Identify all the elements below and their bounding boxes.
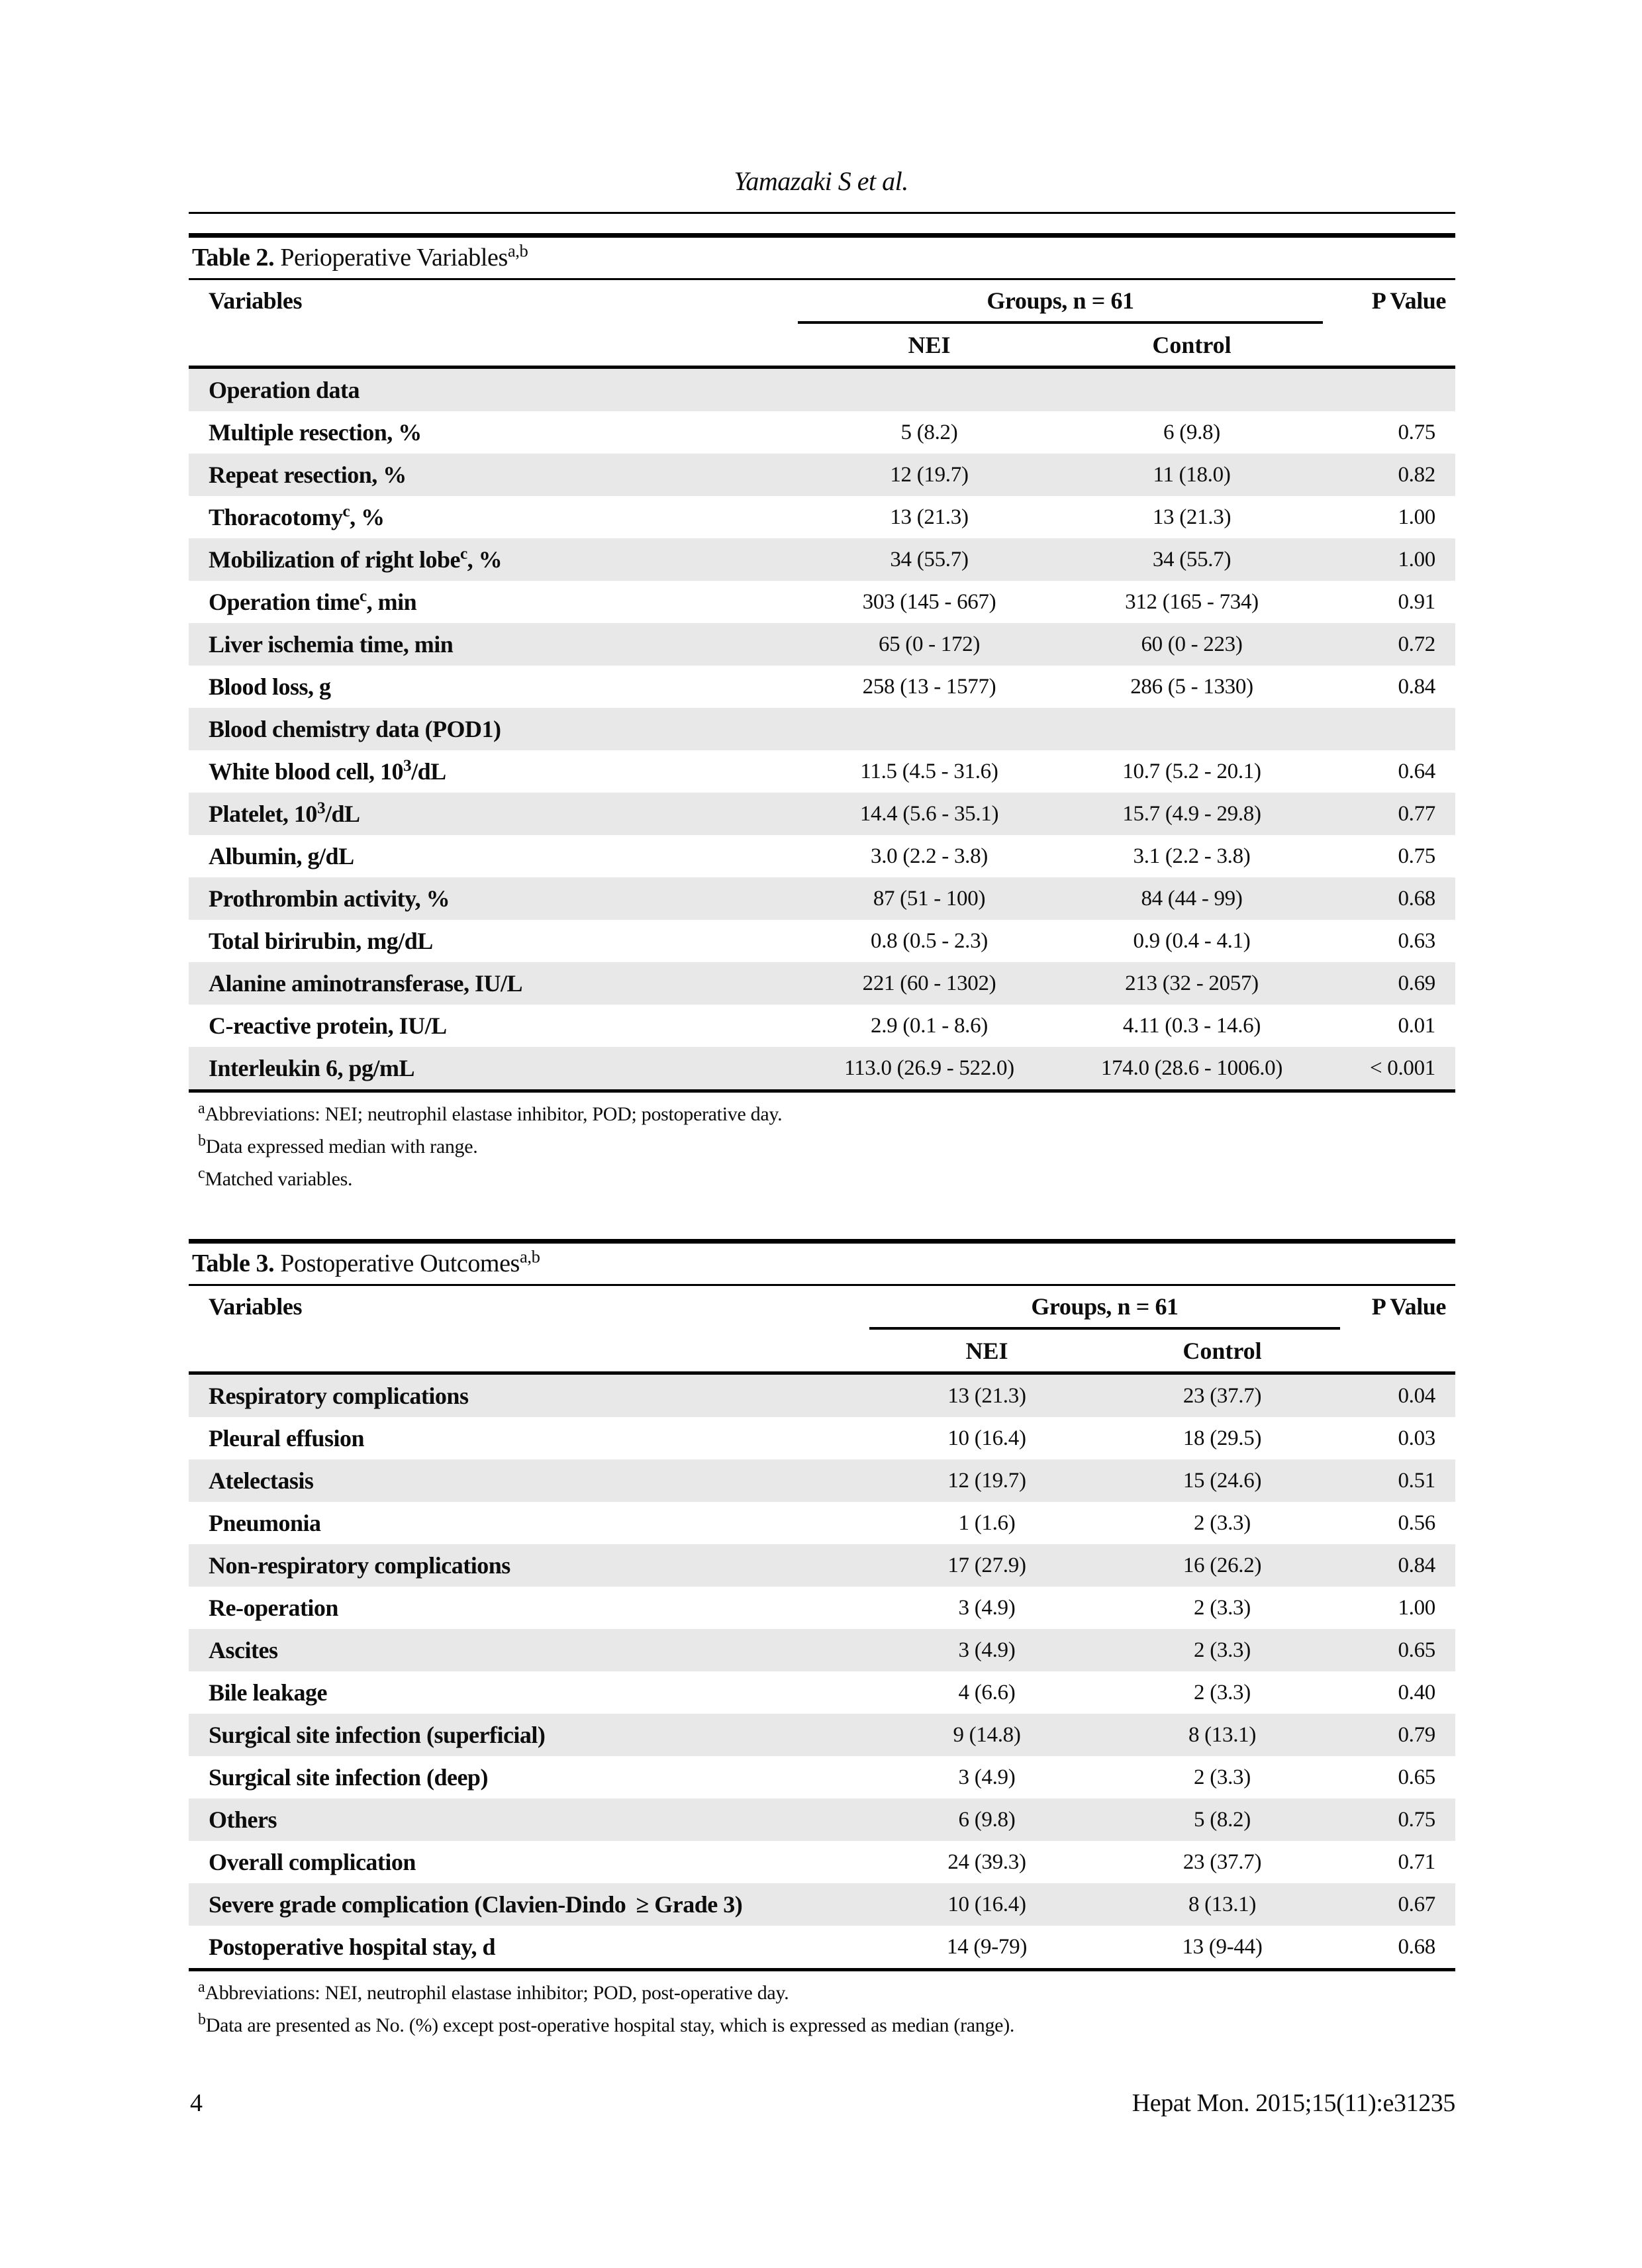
row-label-text: Postoperative hospital stay, d: [209, 1934, 496, 1960]
cell-control: 84 (44 - 99): [1141, 886, 1243, 911]
row-label-text: Respiratory complications: [209, 1383, 469, 1409]
column-header-groups: Groups, n = 61: [1031, 1293, 1179, 1320]
cell-control: 2 (3.3): [1194, 1595, 1251, 1620]
cell-nei: 303 (145 - 667): [862, 589, 996, 614]
column-header-control: Control: [1152, 331, 1232, 358]
journal-citation: Hepat Mon. 2015;15(11):e31235: [1132, 2089, 1455, 2117]
table3-top-rule: [189, 1239, 1455, 1244]
cell-p-value: 0.69: [1398, 971, 1435, 995]
footnote-marker: b: [198, 1132, 206, 1150]
table-row: [189, 1375, 1455, 1417]
cell-control: 10.7 (5.2 - 20.1): [1122, 759, 1261, 783]
cell-nei: 34 (55.7): [890, 547, 969, 571]
table-row: [189, 793, 1455, 835]
cell-p-value: 0.71: [1398, 1849, 1435, 1874]
row-label: [189, 419, 798, 446]
cell-nei: 12 (19.7): [947, 1468, 1026, 1493]
cell-nei: 24 (39.3): [947, 1849, 1026, 1874]
table-row: [189, 1047, 1455, 1089]
footnote: [189, 1977, 1455, 2009]
cell-control: 13 (21.3): [1152, 505, 1232, 529]
row-label: [189, 1636, 869, 1664]
table2-top-rule: [189, 233, 1455, 238]
row-superscript: 3: [316, 799, 326, 817]
cell-control: 11 (18.0): [1153, 462, 1231, 487]
cell-p-value: 0.75: [1398, 420, 1435, 444]
table-row: [189, 1629, 1455, 1671]
row-label-text: Ascites: [209, 1637, 278, 1663]
row-label-text: , min: [366, 589, 417, 615]
cell-control: 6 (9.8): [1163, 420, 1220, 444]
cell-nei: 14.4 (5.6 - 35.1): [859, 801, 999, 826]
cell-p-value: 1.00: [1398, 505, 1435, 529]
cell-p-value: 0.01: [1398, 1013, 1435, 1038]
cell-nei: 221 (60 - 1302): [862, 971, 996, 995]
cell-nei: 1 (1.6): [958, 1510, 1016, 1535]
cell-control: 13 (9-44): [1182, 1934, 1263, 1959]
row-label-text: C-reactive protein, IU/L: [209, 1012, 447, 1039]
table3-body: [189, 1375, 1455, 1968]
table-row: [189, 1714, 1455, 1756]
table3-caption-title: Postoperative Outcomes: [274, 1250, 520, 1277]
row-label: [189, 376, 798, 404]
cell-nei: 65 (0 - 172): [878, 632, 981, 656]
cell-p-value: 0.68: [1398, 1934, 1435, 1959]
cell-control: 2 (3.3): [1194, 1680, 1251, 1704]
row-label: [189, 1933, 869, 1961]
table-row: [189, 538, 1455, 581]
row-label: [189, 461, 798, 489]
cell-p-value: 0.84: [1398, 674, 1435, 699]
table2-body: [189, 369, 1455, 1089]
table-row: [189, 496, 1455, 538]
table-row: [189, 1544, 1455, 1587]
row-superscript: c: [459, 545, 467, 563]
row-label: [189, 1594, 869, 1622]
table-row: [189, 1841, 1455, 1883]
footnote-marker: a: [198, 1979, 205, 1996]
table-row: [189, 454, 1455, 496]
cell-nei: 3 (4.9): [958, 1765, 1016, 1789]
column-header-nei: NEI: [965, 1337, 1008, 1364]
cell-nei: 10 (16.4): [947, 1426, 1026, 1450]
footnote-text: Data are presented as No. (%) except post-operative hospital stay, which is expressed as median (range).: [205, 2014, 1015, 2036]
column-header-variables: Variables: [209, 287, 303, 314]
cell-nei: 0.8 (0.5 - 2.3): [871, 928, 988, 953]
row-label-text: /dL: [325, 801, 360, 827]
table2-header-row1: [189, 280, 1455, 321]
row-label: [189, 1806, 869, 1834]
table-row: [189, 1799, 1455, 1841]
cell-control: 2 (3.3): [1194, 1765, 1251, 1789]
table-row: [189, 666, 1455, 708]
row-label: [189, 885, 798, 912]
cell-p-value: < 0.001: [1369, 1056, 1435, 1080]
row-label-text: Multiple resection, %: [209, 419, 422, 446]
cell-control: 8 (13.1): [1188, 1892, 1257, 1916]
row-label: [189, 1721, 869, 1749]
row-superscript: c: [342, 503, 350, 520]
row-label-text: , %: [467, 546, 503, 573]
cell-nei: 14 (9-79): [946, 1934, 1028, 1959]
cell-control: 286 (5 - 1330): [1130, 674, 1253, 699]
row-label-text: Blood chemistry data (POD1): [209, 716, 501, 742]
table2-caption: [189, 238, 1455, 278]
cell-p-value: 0.77: [1398, 801, 1435, 826]
footnote: [189, 2009, 1455, 2042]
row-label: [189, 1424, 869, 1452]
page-number: 4: [190, 2089, 203, 2117]
cell-nei: 3 (4.9): [958, 1638, 1016, 1662]
row-label: [189, 630, 798, 658]
row-label: [189, 842, 798, 870]
table3-caption: [189, 1244, 1455, 1284]
column-header-variables: Variables: [209, 1293, 303, 1320]
cell-nei: 11.5 (4.5 - 31.6): [860, 759, 998, 783]
cell-p-value: 1.00: [1398, 1595, 1435, 1620]
row-label-text: Albumin, g/dL: [209, 843, 354, 869]
cell-control: 174.0 (28.6 - 1006.0): [1100, 1056, 1283, 1080]
row-label-text: Pleural effusion: [209, 1425, 364, 1452]
cell-control: 16 (26.2): [1183, 1553, 1262, 1577]
cell-control: 23 (37.7): [1183, 1849, 1262, 1874]
row-label: [189, 800, 798, 828]
table-row: [189, 1883, 1455, 1926]
table2-header: [189, 280, 1455, 369]
row-label-text: Re-operation: [209, 1595, 338, 1621]
cell-p-value: 0.67: [1398, 1892, 1435, 1916]
table3-header-row1: [189, 1286, 1455, 1327]
table2-caption-title: Perioperative Variables: [274, 244, 508, 271]
table-row: [189, 1671, 1455, 1714]
table3-header-row2: [189, 1330, 1455, 1371]
cell-p-value: 0.65: [1398, 1638, 1435, 1662]
cell-nei: 2.9 (0.1 - 8.6): [871, 1013, 988, 1038]
footnote-marker: a: [198, 1100, 205, 1117]
row-label-text: Alanine aminotransferase, IU/L: [209, 970, 522, 997]
column-header-groups: Groups, n = 61: [987, 287, 1134, 314]
footnote-marker: c: [198, 1165, 205, 1182]
column-header-p-value: P Value: [1371, 1293, 1446, 1320]
cell-nei: 9 (14.8): [953, 1722, 1021, 1747]
row-label: [189, 673, 798, 701]
cell-control: 15.7 (4.9 - 29.8): [1122, 801, 1261, 826]
row-label-text: Severe grade complication (Clavien-Dindo ≥ Grade 3): [209, 1891, 743, 1918]
row-superscript: 3: [403, 757, 412, 775]
cell-control: 312 (165 - 734): [1125, 589, 1259, 614]
cell-p-value: 0.63: [1398, 928, 1435, 953]
row-label-text: Non-respiratory complications: [209, 1552, 510, 1579]
row-label: [189, 588, 798, 616]
table-row: [189, 1459, 1455, 1502]
cell-nei: 258 (13 - 1577): [862, 674, 996, 699]
cell-control: 15 (24.6): [1183, 1468, 1262, 1493]
row-label: [189, 969, 798, 997]
column-header-nei: NEI: [908, 331, 951, 358]
running-head: Yamazaki S et al.: [734, 166, 908, 196]
table-row: [189, 1926, 1455, 1968]
row-label: [189, 1552, 869, 1579]
table-row: [189, 1502, 1455, 1544]
row-label: [189, 1467, 869, 1495]
row-label-text: Operation data: [209, 377, 360, 403]
section-row: [189, 369, 1455, 411]
section-row: [189, 708, 1455, 750]
table-row: [189, 920, 1455, 962]
row-label-text: Atelectasis: [209, 1467, 314, 1494]
row-label: [189, 927, 798, 955]
table3-footnotes: [189, 1971, 1455, 2042]
cell-nei: 113.0 (26.9 - 522.0): [844, 1056, 1014, 1080]
row-label-text: Liver ischemia time, min: [209, 631, 454, 658]
table3-caption-number: Table 3.: [192, 1250, 275, 1277]
row-label: [189, 758, 798, 785]
row-superscript: c: [359, 587, 367, 605]
cell-p-value: 0.68: [1398, 886, 1435, 911]
table-row: [189, 962, 1455, 1005]
row-label: [189, 1891, 869, 1918]
cell-p-value: 0.40: [1398, 1680, 1435, 1704]
cell-control: 4.11 (0.3 - 14.6): [1122, 1013, 1261, 1038]
cell-nei: 17 (27.9): [947, 1553, 1026, 1577]
row-label-text: Total birirubin, mg/dL: [209, 928, 433, 954]
cell-control: 3.1 (2.2 - 3.8): [1133, 844, 1251, 868]
cell-p-value: 0.04: [1398, 1383, 1435, 1408]
table3-header: [189, 1286, 1455, 1375]
table-row: [189, 877, 1455, 920]
cell-nei: 4 (6.6): [958, 1680, 1016, 1704]
table2-caption-number: Table 2.: [192, 244, 275, 271]
row-label: [189, 1763, 869, 1791]
table-row: [189, 411, 1455, 454]
table-row: [189, 623, 1455, 666]
footnote-text: Matched variables.: [205, 1168, 353, 1190]
footnote-marker: b: [198, 2011, 206, 2028]
cell-nei: 5 (8.2): [900, 420, 958, 444]
row-label-text: Interleukin 6, pg/mL: [209, 1055, 415, 1081]
row-label-text: Others: [209, 1806, 277, 1833]
cell-control: 2 (3.3): [1194, 1510, 1251, 1535]
table-row: [189, 1756, 1455, 1799]
cell-p-value: 0.84: [1398, 1553, 1435, 1577]
row-label-text: Bile leakage: [209, 1679, 327, 1706]
table2: [189, 233, 1455, 1195]
cell-control: 5 (8.2): [1194, 1807, 1251, 1832]
footnote: [189, 1098, 1455, 1130]
cell-nei: 87 (51 - 100): [873, 886, 986, 911]
row-label: [189, 1848, 869, 1876]
cell-control: 60 (0 - 223): [1141, 632, 1243, 656]
cell-p-value: 0.75: [1398, 1807, 1435, 1832]
cell-control: 23 (37.7): [1183, 1383, 1262, 1408]
row-label-text: Prothrombin activity, %: [209, 885, 450, 912]
table2-caption-footnote-marker: a,b: [507, 240, 528, 261]
row-label-text: Mobilization of right lobe: [209, 546, 460, 573]
cell-p-value: 0.64: [1398, 759, 1435, 783]
table-row: [189, 1587, 1455, 1629]
row-label: [189, 1509, 869, 1537]
table-row: [189, 750, 1455, 793]
row-label: [189, 1679, 869, 1706]
footnote: [189, 1130, 1455, 1163]
cell-p-value: 1.00: [1398, 547, 1435, 571]
cell-p-value: 0.65: [1398, 1765, 1435, 1789]
footnote-text: Abbreviations: NEI, neutrophil elastase inhibitor; POD, post-operative day.: [205, 1982, 789, 2004]
cell-p-value: 0.75: [1398, 844, 1435, 868]
cell-nei: 3 (4.9): [958, 1595, 1016, 1620]
row-label: [189, 715, 798, 743]
row-label-text: Pneumonia: [209, 1510, 321, 1536]
cell-p-value: 0.72: [1398, 632, 1435, 656]
cell-p-value: 0.82: [1398, 462, 1435, 487]
column-header-control: Control: [1183, 1337, 1262, 1364]
row-label-text: Blood loss, g: [209, 673, 331, 700]
cell-nei: 3.0 (2.2 - 3.8): [871, 844, 988, 868]
cell-nei: 13 (21.3): [947, 1383, 1026, 1408]
row-label-text: , %: [350, 504, 385, 530]
cell-control: 34 (55.7): [1152, 547, 1232, 571]
cell-control: 0.9 (0.4 - 4.1): [1133, 928, 1251, 953]
footnote: [189, 1163, 1455, 1195]
row-label: [189, 503, 798, 531]
cell-nei: 10 (16.4): [947, 1892, 1026, 1916]
row-label-text: Surgical site infection (superficial): [209, 1722, 546, 1748]
row-label: [189, 546, 798, 573]
cell-control: 213 (32 - 2057): [1125, 971, 1259, 995]
row-label-text: Operation time: [209, 589, 360, 615]
column-header-p-value: P Value: [1371, 287, 1446, 314]
table-row: [189, 581, 1455, 623]
row-label-text: Surgical site infection (deep): [209, 1764, 488, 1791]
row-label-text: /dL: [411, 758, 446, 785]
row-label-text: Repeat resection, %: [209, 462, 407, 488]
footnote-text: Data expressed median with range.: [205, 1136, 478, 1158]
cell-p-value: 0.51: [1398, 1468, 1435, 1493]
table2-header-row2: [189, 324, 1455, 366]
row-label: [189, 1012, 798, 1040]
row-label: [189, 1382, 869, 1410]
cell-p-value: 0.03: [1398, 1426, 1435, 1450]
cell-p-value: 0.56: [1398, 1510, 1435, 1535]
cell-nei: 12 (19.7): [890, 462, 969, 487]
header-rule: [189, 212, 1455, 214]
cell-control: 18 (29.5): [1183, 1426, 1262, 1450]
row-label: [189, 1054, 798, 1082]
cell-nei: 6 (9.8): [958, 1807, 1016, 1832]
cell-p-value: 0.91: [1398, 589, 1435, 614]
table-row: [189, 835, 1455, 877]
cell-control: 2 (3.3): [1194, 1638, 1251, 1662]
row-label-text: Thoracotomy: [209, 504, 343, 530]
cell-nei: 13 (21.3): [890, 505, 969, 529]
row-label-text: Platelet, 10: [209, 801, 317, 827]
row-label-text: White blood cell, 10: [209, 758, 403, 785]
cell-control: 8 (13.1): [1188, 1722, 1257, 1747]
footnote-text: Abbreviations: NEI; neutrophil elastase inhibitor, POD; postoperative day.: [205, 1103, 783, 1125]
table3-caption-footnote-marker: a,b: [519, 1246, 540, 1267]
table-row: [189, 1005, 1455, 1047]
table2-footnotes: [189, 1093, 1455, 1195]
table3: [189, 1239, 1455, 2042]
row-label-text: Overall complication: [209, 1849, 416, 1875]
cell-p-value: 0.79: [1398, 1722, 1435, 1747]
table-row: [189, 1417, 1455, 1459]
